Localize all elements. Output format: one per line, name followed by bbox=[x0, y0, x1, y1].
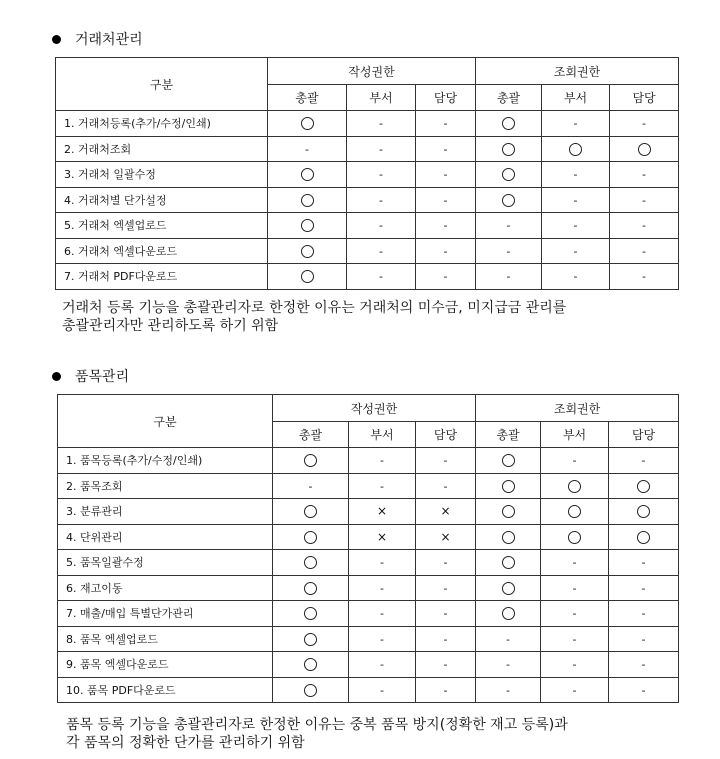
dash-mark: - bbox=[642, 270, 647, 284]
table-row bbox=[56, 213, 679, 239]
cross-mark: × bbox=[376, 504, 388, 519]
row-label: 10. 품목 PDF다운로드 bbox=[58, 677, 273, 703]
dash-mark: - bbox=[380, 556, 384, 570]
table-row bbox=[58, 473, 679, 499]
dash-mark: - bbox=[573, 117, 578, 131]
permission-none-cell bbox=[476, 238, 542, 264]
permission-granted-cell bbox=[273, 550, 349, 576]
circle-icon bbox=[502, 531, 515, 544]
permission-none-cell bbox=[610, 111, 679, 137]
permission-granted-cell bbox=[273, 448, 349, 474]
dash-mark: - bbox=[642, 168, 647, 182]
table-row bbox=[58, 677, 679, 703]
row-label: 1. 거래처등록(추가/수정/인쇄) bbox=[56, 111, 268, 137]
dash-mark: - bbox=[506, 219, 511, 233]
dash-mark: - bbox=[380, 683, 384, 697]
circle-icon bbox=[569, 143, 582, 156]
dash-mark: - bbox=[572, 556, 577, 570]
permission-none-cell bbox=[476, 652, 541, 678]
permission-granted-cell bbox=[268, 187, 347, 213]
header-role: 부서 bbox=[541, 422, 609, 448]
dash-mark: - bbox=[443, 581, 448, 595]
circle-icon bbox=[304, 607, 317, 620]
circle-icon bbox=[637, 505, 650, 518]
bullet-icon bbox=[52, 35, 61, 44]
dash-mark: - bbox=[641, 556, 646, 570]
permission-granted-cell bbox=[542, 136, 610, 162]
header-category: 구분 bbox=[58, 395, 273, 448]
table-row bbox=[56, 264, 679, 290]
table-row bbox=[58, 448, 679, 474]
row-label: 9. 품목 엑셀다운로드 bbox=[58, 652, 273, 678]
permission-granted-cell bbox=[268, 111, 347, 137]
note-line: 각 품목의 정확한 단가를 관리하기 위함 bbox=[66, 735, 305, 751]
table-row bbox=[56, 111, 679, 137]
permission-none-cell bbox=[416, 550, 476, 576]
permission-granted-cell bbox=[541, 473, 609, 499]
dash-mark: - bbox=[379, 193, 383, 207]
table-row bbox=[58, 524, 679, 550]
dash-mark: - bbox=[573, 244, 578, 258]
circle-icon bbox=[304, 454, 317, 467]
permission-denied-cell bbox=[416, 499, 476, 525]
permission-none-cell bbox=[347, 238, 416, 264]
row-label: 2. 품목조회 bbox=[58, 473, 273, 499]
permission-granted-cell bbox=[273, 499, 349, 525]
dash-mark: - bbox=[572, 683, 577, 697]
dash-mark: - bbox=[379, 270, 383, 284]
row-label: 3. 분류관리 bbox=[58, 499, 273, 525]
dash-mark: - bbox=[305, 142, 309, 156]
permission-none-cell bbox=[349, 448, 416, 474]
circle-icon bbox=[304, 531, 317, 544]
dash-mark: - bbox=[641, 607, 646, 621]
header-role: 담당 bbox=[416, 422, 476, 448]
row-label: 3. 거래처 일괄수정 bbox=[56, 162, 268, 188]
permission-denied-cell bbox=[349, 499, 416, 525]
permission-none-cell bbox=[349, 626, 416, 652]
circle-icon bbox=[568, 505, 581, 518]
dash-mark: - bbox=[642, 244, 647, 258]
cross-mark: × bbox=[440, 504, 451, 519]
permission-none-cell bbox=[416, 652, 476, 678]
permission-none-cell bbox=[273, 473, 349, 499]
permission-granted-cell bbox=[476, 601, 541, 627]
dash-mark: - bbox=[379, 117, 383, 131]
section-title-client-management bbox=[52, 29, 143, 49]
row-label: 4. 거래처별 단가설정 bbox=[56, 187, 268, 213]
circle-icon bbox=[301, 270, 314, 283]
dash-mark: - bbox=[642, 193, 647, 207]
permission-none-cell bbox=[609, 677, 679, 703]
permission-none-cell bbox=[609, 601, 679, 627]
table-row bbox=[58, 626, 679, 652]
header-role: 담당 bbox=[609, 422, 679, 448]
permission-granted-cell bbox=[273, 601, 349, 627]
permission-granted-cell bbox=[476, 187, 542, 213]
dash-mark: - bbox=[572, 658, 577, 672]
permission-granted-cell bbox=[268, 162, 347, 188]
dash-mark: - bbox=[642, 117, 647, 131]
permission-none-cell bbox=[542, 264, 610, 290]
permission-none-cell bbox=[541, 448, 609, 474]
dash-mark: - bbox=[641, 683, 646, 697]
permission-none-cell bbox=[349, 677, 416, 703]
dash-mark: - bbox=[443, 607, 448, 621]
permission-none-cell bbox=[541, 601, 609, 627]
dash-mark: - bbox=[379, 219, 383, 233]
header-role: 총괄 bbox=[273, 422, 349, 448]
header-view-permission: 조회권한 bbox=[476, 395, 679, 422]
circle-icon bbox=[502, 556, 515, 569]
cross-mark: × bbox=[376, 529, 388, 544]
permission-none-cell bbox=[347, 213, 416, 239]
row-label: 6. 거래처 엑셀다운로드 bbox=[56, 238, 268, 264]
dash-mark: - bbox=[443, 168, 448, 182]
circle-icon bbox=[502, 582, 515, 595]
dash-mark: - bbox=[443, 658, 448, 672]
circle-icon bbox=[502, 143, 515, 156]
row-label: 8. 품목 엑셀업로드 bbox=[58, 626, 273, 652]
dash-mark: - bbox=[506, 683, 511, 697]
header-role: 총괄 bbox=[476, 422, 541, 448]
header-role: 부서 bbox=[349, 422, 416, 448]
dash-mark: - bbox=[641, 581, 646, 595]
item-note bbox=[66, 716, 568, 752]
circle-icon bbox=[304, 582, 317, 595]
dash-mark: - bbox=[572, 632, 577, 646]
permission-none-cell bbox=[476, 264, 542, 290]
dash-mark: - bbox=[573, 219, 578, 233]
permission-granted-cell bbox=[273, 524, 349, 550]
permission-granted-cell bbox=[476, 136, 542, 162]
dash-mark: - bbox=[443, 219, 448, 233]
permission-none-cell bbox=[349, 575, 416, 601]
permission-none-cell bbox=[347, 162, 416, 188]
permission-granted-cell bbox=[476, 448, 541, 474]
dash-mark: - bbox=[443, 270, 448, 284]
note-line: 거래처 등록 기능을 총괄관리자로 한정한 이유는 거래처의 미수금, 미지급금 관리를 bbox=[62, 300, 567, 316]
header-category: 구분 bbox=[56, 58, 268, 111]
permission-granted-cell bbox=[476, 473, 541, 499]
circle-icon bbox=[304, 556, 317, 569]
header-view-permission: 조회권한 bbox=[476, 58, 679, 85]
permission-none-cell bbox=[609, 550, 679, 576]
permission-granted-cell bbox=[541, 499, 609, 525]
note-line: 품목 등록 기능을 총괄관리자로 한정한 이유는 중복 품목 방지(정확한 재고 등록)과 bbox=[66, 717, 568, 733]
permission-none-cell bbox=[416, 162, 476, 188]
dash-mark: - bbox=[573, 193, 578, 207]
circle-icon bbox=[304, 633, 317, 646]
circle-icon bbox=[502, 505, 515, 518]
dash-mark: - bbox=[506, 270, 511, 284]
permission-none-cell bbox=[476, 677, 541, 703]
row-label: 2. 거래처조회 bbox=[56, 136, 268, 162]
permission-none-cell bbox=[476, 626, 541, 652]
permission-none-cell bbox=[416, 238, 476, 264]
permission-none-cell bbox=[416, 448, 476, 474]
dash-mark: - bbox=[379, 244, 383, 258]
permission-none-cell bbox=[416, 601, 476, 627]
header-role: 총괄 bbox=[268, 85, 347, 111]
row-label: 1. 품목등록(추가/수정/인쇄) bbox=[58, 448, 273, 474]
permission-none-cell bbox=[416, 187, 476, 213]
row-label: 7. 매출/매입 특별단가관리 bbox=[58, 601, 273, 627]
permission-none-cell bbox=[609, 448, 679, 474]
cross-mark: × bbox=[440, 529, 451, 544]
permission-none-cell bbox=[542, 213, 610, 239]
permission-none-cell bbox=[416, 264, 476, 290]
permission-none-cell bbox=[610, 162, 679, 188]
permission-granted-cell bbox=[476, 524, 541, 550]
permission-none-cell bbox=[416, 136, 476, 162]
permission-granted-cell bbox=[541, 524, 609, 550]
dash-mark: - bbox=[380, 632, 384, 646]
circle-icon bbox=[301, 168, 314, 181]
bullet-icon bbox=[52, 372, 61, 381]
row-label: 5. 품목일괄수정 bbox=[58, 550, 273, 576]
permission-none-cell bbox=[349, 601, 416, 627]
permission-granted-cell bbox=[268, 264, 347, 290]
client-permission-table bbox=[55, 57, 679, 290]
permission-none-cell bbox=[416, 677, 476, 703]
permission-none-cell bbox=[416, 473, 476, 499]
permission-none-cell bbox=[542, 238, 610, 264]
permission-none-cell bbox=[349, 473, 416, 499]
dash-mark: - bbox=[641, 658, 646, 672]
dash-mark: - bbox=[380, 454, 384, 468]
section-title-text: 품목관리 bbox=[75, 369, 130, 385]
permission-none-cell bbox=[609, 626, 679, 652]
permission-granted-cell bbox=[268, 213, 347, 239]
dash-mark: - bbox=[443, 683, 448, 697]
permission-none-cell bbox=[542, 187, 610, 213]
dash-mark: - bbox=[443, 193, 448, 207]
row-label: 7. 거래처 PDF다운로드 bbox=[56, 264, 268, 290]
header-role: 부서 bbox=[347, 85, 416, 111]
permission-none-cell bbox=[349, 652, 416, 678]
dash-mark: - bbox=[443, 556, 448, 570]
permission-none-cell bbox=[416, 575, 476, 601]
dash-mark: - bbox=[642, 219, 647, 233]
dash-mark: - bbox=[379, 168, 383, 182]
permission-none-cell bbox=[610, 238, 679, 264]
permission-none-cell bbox=[609, 575, 679, 601]
item-permission-table bbox=[57, 394, 679, 703]
circle-icon bbox=[301, 219, 314, 232]
permission-denied-cell bbox=[416, 524, 476, 550]
dash-mark: - bbox=[380, 581, 384, 595]
circle-icon bbox=[568, 480, 581, 493]
permission-none-cell bbox=[542, 111, 610, 137]
dash-mark: - bbox=[443, 454, 448, 468]
permission-none-cell bbox=[347, 264, 416, 290]
dash-mark: - bbox=[506, 658, 511, 672]
permission-none-cell bbox=[541, 677, 609, 703]
circle-icon bbox=[502, 168, 515, 181]
permission-none-cell bbox=[416, 213, 476, 239]
permission-none-cell bbox=[416, 111, 476, 137]
table-row bbox=[56, 187, 679, 213]
dash-mark: - bbox=[443, 117, 448, 131]
section-title-item-management bbox=[52, 366, 129, 386]
permission-none-cell bbox=[476, 213, 542, 239]
circle-icon bbox=[304, 505, 317, 518]
permission-granted-cell bbox=[476, 550, 541, 576]
permission-none-cell bbox=[610, 213, 679, 239]
dash-mark: - bbox=[506, 632, 511, 646]
dash-mark: - bbox=[380, 479, 384, 493]
permission-granted-cell bbox=[268, 238, 347, 264]
dash-mark: - bbox=[641, 454, 646, 468]
table-row bbox=[58, 652, 679, 678]
header-write-permission: 작성권한 bbox=[268, 58, 476, 85]
permission-none-cell bbox=[610, 187, 679, 213]
circle-icon bbox=[301, 117, 314, 130]
permission-granted-cell bbox=[273, 652, 349, 678]
permission-none-cell bbox=[541, 550, 609, 576]
row-label: 4. 단위관리 bbox=[58, 524, 273, 550]
dash-mark: - bbox=[443, 244, 448, 258]
table-row bbox=[56, 238, 679, 264]
permission-granted-cell bbox=[273, 626, 349, 652]
header-write-permission: 작성권한 bbox=[273, 395, 476, 422]
permission-none-cell bbox=[347, 136, 416, 162]
circle-icon bbox=[502, 454, 515, 467]
permission-none-cell bbox=[349, 550, 416, 576]
table-row bbox=[58, 499, 679, 525]
dash-mark: - bbox=[641, 632, 646, 646]
permission-none-cell bbox=[542, 162, 610, 188]
permission-granted-cell bbox=[609, 524, 679, 550]
permission-none-cell bbox=[609, 652, 679, 678]
permission-none-cell bbox=[541, 626, 609, 652]
permission-granted-cell bbox=[476, 111, 542, 137]
dash-mark: - bbox=[506, 244, 511, 258]
circle-icon bbox=[502, 607, 515, 620]
dash-mark: - bbox=[308, 479, 313, 493]
permission-none-cell bbox=[268, 136, 347, 162]
permission-none-cell bbox=[347, 111, 416, 137]
row-label: 6. 재고이동 bbox=[58, 575, 273, 601]
table-row bbox=[58, 550, 679, 576]
circle-icon bbox=[502, 117, 515, 130]
circle-icon bbox=[502, 480, 515, 493]
table-row bbox=[58, 575, 679, 601]
permission-granted-cell bbox=[273, 677, 349, 703]
dash-mark: - bbox=[380, 658, 384, 672]
circle-icon bbox=[637, 480, 650, 493]
circle-icon bbox=[304, 684, 317, 697]
dash-mark: - bbox=[443, 479, 448, 493]
circle-icon bbox=[568, 531, 581, 544]
header-role: 총괄 bbox=[476, 85, 542, 111]
permission-granted-cell bbox=[610, 136, 679, 162]
circle-icon bbox=[502, 194, 515, 207]
permission-granted-cell bbox=[476, 162, 542, 188]
permission-granted-cell bbox=[476, 499, 541, 525]
dash-mark: - bbox=[379, 142, 383, 156]
permission-none-cell bbox=[541, 652, 609, 678]
circle-icon bbox=[304, 658, 317, 671]
dash-mark: - bbox=[380, 607, 384, 621]
dash-mark: - bbox=[573, 168, 578, 182]
permission-granted-cell bbox=[609, 499, 679, 525]
dash-mark: - bbox=[443, 632, 448, 646]
header-role: 담당 bbox=[416, 85, 476, 111]
dash-mark: - bbox=[443, 142, 448, 156]
dash-mark: - bbox=[572, 454, 577, 468]
circle-icon bbox=[301, 194, 314, 207]
note-line: 총괄관리자만 관리하도록 하기 위함 bbox=[62, 318, 279, 334]
dash-mark: - bbox=[572, 581, 577, 595]
circle-icon bbox=[637, 531, 650, 544]
permission-granted-cell bbox=[609, 473, 679, 499]
dash-mark: - bbox=[572, 607, 577, 621]
table-row bbox=[58, 601, 679, 627]
circle-icon bbox=[638, 143, 651, 156]
header-role: 부서 bbox=[542, 85, 610, 111]
permission-denied-cell bbox=[349, 524, 416, 550]
permission-granted-cell bbox=[273, 575, 349, 601]
permission-none-cell bbox=[610, 264, 679, 290]
row-label: 5. 거래처 엑셀업로드 bbox=[56, 213, 268, 239]
table-row bbox=[56, 162, 679, 188]
dash-mark: - bbox=[573, 270, 578, 284]
permission-none-cell bbox=[416, 626, 476, 652]
circle-icon bbox=[301, 245, 314, 258]
table-row bbox=[56, 136, 679, 162]
section-title-text: 거래처관리 bbox=[75, 32, 143, 48]
header-role: 담당 bbox=[610, 85, 679, 111]
permission-none-cell bbox=[541, 575, 609, 601]
client-note bbox=[62, 299, 566, 335]
permission-none-cell bbox=[347, 187, 416, 213]
permission-granted-cell bbox=[476, 575, 541, 601]
